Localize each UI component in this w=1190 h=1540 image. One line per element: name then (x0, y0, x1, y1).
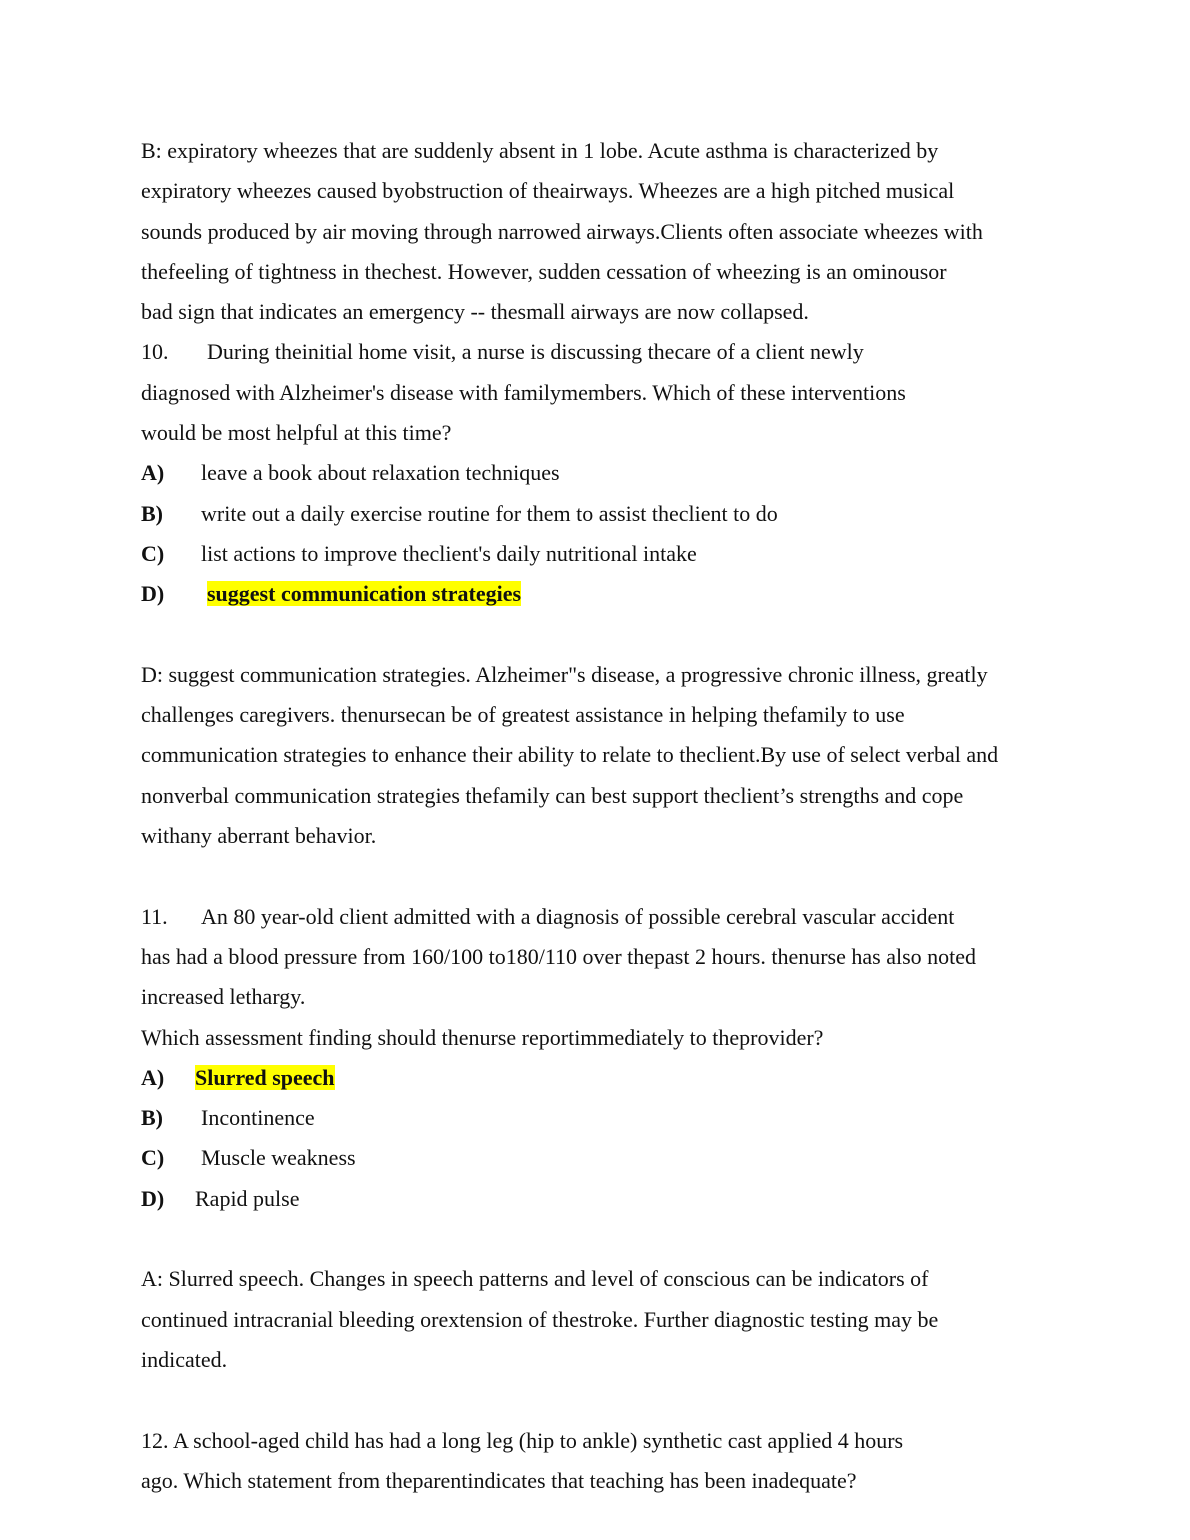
explanation-line: withany aberrant behavior. (141, 823, 377, 849)
option-a-correct (141, 1058, 1081, 1098)
question-stem-text: An 80 year-old client admitted with a diagnosis of possible cerebral vascular accident (201, 903, 955, 929)
spacer (141, 856, 1081, 896)
highlighted-answer: Slurred speech (195, 1064, 335, 1090)
explanation-line: challenges caregivers. thenursecan be of greatest assistance in helping thefamily to use (141, 702, 905, 728)
spacer (141, 1380, 1081, 1420)
explanation-line: nonverbal communication strategies thefamily can best support theclient’s strengths and cope (141, 782, 964, 808)
option-c (141, 534, 1081, 574)
question-stem-text: ago. Which statement from theparentindicates that teaching has been inadequate? (141, 1467, 857, 1493)
highlighted-answer: suggest communication strategies (207, 581, 522, 607)
option-text: Incontinence (201, 1105, 315, 1131)
option-a (141, 453, 1081, 493)
question-stem-text: would be most helpful at this time? (141, 420, 452, 446)
explanation-line: expiratory wheezes caused byobstruction of theairways. Wheezes are a high pitched musical (141, 178, 955, 204)
q11-explanation (141, 1259, 1081, 1380)
question-stem (141, 897, 1081, 937)
explanation-line: sounds produced by air moving through narrowed airways.Clients often associate wheezes with (141, 218, 983, 244)
question-stem (141, 332, 1081, 372)
question-stem-text: Which assessment finding should thenurse reportimmediately to theprovider? (141, 1024, 824, 1050)
option-letter: D) (141, 581, 165, 607)
spacer (141, 615, 1081, 655)
explanation-line: bad sign that indicates an emergency -- thesmall airways are now collapsed. (141, 299, 809, 325)
document-page (141, 131, 1081, 1501)
option-b (141, 1098, 1081, 1138)
question-12 (141, 1421, 1081, 1502)
question-number: 10. (141, 339, 169, 365)
question-number: 11. (141, 903, 168, 929)
q9-explanation (141, 131, 1081, 332)
explanation-line: A: Slurred speech. Changes in speech patterns and level of conscious can be indicators of (141, 1266, 929, 1292)
option-text: Muscle weakness (201, 1145, 356, 1171)
explanation-line: B: expiratory wheezes that are suddenly absent in 1 lobe. Acute asthma is characterized by (141, 138, 939, 163)
explanation-line: indicated. (141, 1346, 228, 1372)
question-stem-text: During theinitial home visit, a nurse is discussing thecare of a client newly (207, 339, 864, 365)
question-stem-text: has had a blood pressure from 160/100 to180/110 over thepast 2 hours. thenurse has also noted (141, 943, 977, 969)
option-letter: C) (141, 1145, 165, 1171)
q10-explanation (141, 655, 1081, 856)
option-letter: B) (141, 500, 163, 526)
option-d-correct (141, 574, 1081, 614)
option-c (141, 1138, 1081, 1178)
explanation-line: D: suggest communication strategies. Alzheimer"s disease, a progressive chronic illness, greatly (141, 661, 988, 687)
question-stem-text: diagnosed with Alzheimer's disease with familymembers. Which of these interventions (141, 379, 906, 405)
option-text: write out a daily exercise routine for them to assist theclient to do (201, 500, 778, 526)
option-letter: C) (141, 540, 165, 566)
question-11 (141, 897, 1081, 1381)
question-number: 12. (141, 1427, 169, 1453)
spacer (141, 1219, 1081, 1259)
option-letter: A) (141, 460, 165, 486)
option-d (141, 1179, 1081, 1219)
option-letter: B) (141, 1105, 163, 1131)
question-stem-text: increased lethargy. (141, 984, 306, 1010)
explanation-line: continued intracranial bleeding orextension of thestroke. Further diagnostic testing may be (141, 1306, 939, 1332)
option-text: list actions to improve theclient's daily nutritional intake (201, 540, 697, 566)
option-b (141, 494, 1081, 534)
explanation-line: thefeeling of tightness in thechest. However, sudden cessation of wheezing is an ominousor (141, 258, 947, 284)
option-letter: D) (141, 1185, 165, 1211)
question-10 (141, 332, 1081, 856)
question-stem (141, 1421, 1081, 1461)
option-text: leave a book about relaxation techniques (201, 460, 560, 486)
option-letter: A) (141, 1064, 165, 1090)
explanation-line: communication strategies to enhance their ability to relate to theclient.By use of select verbal and (141, 742, 999, 768)
option-text: Rapid pulse (195, 1185, 300, 1211)
question-stem-text: A school-aged child has had a long leg (hip to ankle) synthetic cast applied 4 hours (173, 1427, 904, 1453)
